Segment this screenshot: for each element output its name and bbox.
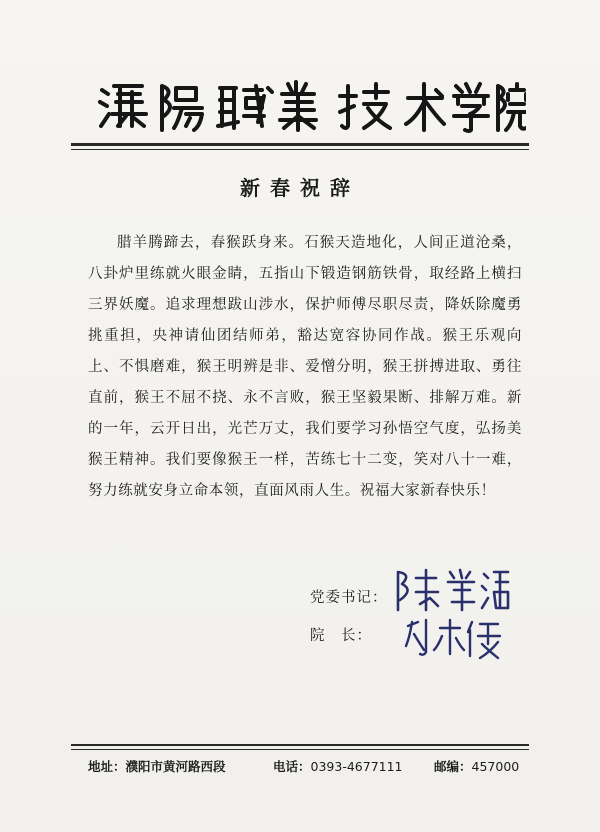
footer-phone	[273, 757, 403, 775]
zip-label: 邮编：	[434, 759, 472, 774]
document-body: 腊羊腾蹄去，春猴跃身来。石猴天造地化，人间正道沧桑，八卦炉里练就火眼金睛，五指山下锻造钢筋铁骨，取经路上横扫三界妖魔。追求理想跋山涉水，保护师傅尽职尽责，降妖除魔勇挑重担，央神请仙团结师弟，豁达宽容协同作战。猴王乐观向上、不惧磨难，猴王明辨是非、爱憎分明，猴王拼搏进取、勇往直前，猴王不屈不挠、永不言败，猴王坚毅果断、排解万难。新的一年，云开日出，光芒万丈，我们要学习孙悟空气度，弘扬美猴王精神。我们要像猴王一样，苦练七十二变，笑对八十一难，努力练就安身立命本领，直面风雨人生。祝福大家新春快乐！	[88, 235, 522, 499]
phone-label: 电话：	[273, 759, 311, 774]
phone-value: 0393-4677111	[310, 759, 403, 774]
footer-rule-thick	[71, 744, 529, 746]
secretary-signature-strokes	[390, 562, 510, 616]
letterhead-rule-thin	[71, 149, 529, 150]
president-signature-strokes	[402, 612, 512, 662]
letterhead-rule-thick	[71, 143, 529, 146]
address-value: 濮阳市黄河路西段	[125, 759, 226, 774]
president-signature-image	[402, 612, 512, 662]
document-title: 新春祝辞	[240, 176, 360, 200]
footer-rule-thin	[71, 749, 529, 750]
zip-value: 457000	[471, 759, 520, 774]
president-label: 院 长：	[310, 628, 372, 644]
footer-zip	[434, 757, 519, 775]
footer-contact	[88, 757, 528, 781]
footer-address	[88, 757, 226, 775]
secretary-signature-image	[390, 562, 510, 616]
secretary-label: 党委书记：	[310, 590, 388, 606]
letterhead-logo-image	[96, 78, 526, 134]
address-label: 地址：	[88, 759, 126, 774]
signature-block	[310, 572, 550, 682]
letterhead-calligraphy	[96, 78, 526, 134]
